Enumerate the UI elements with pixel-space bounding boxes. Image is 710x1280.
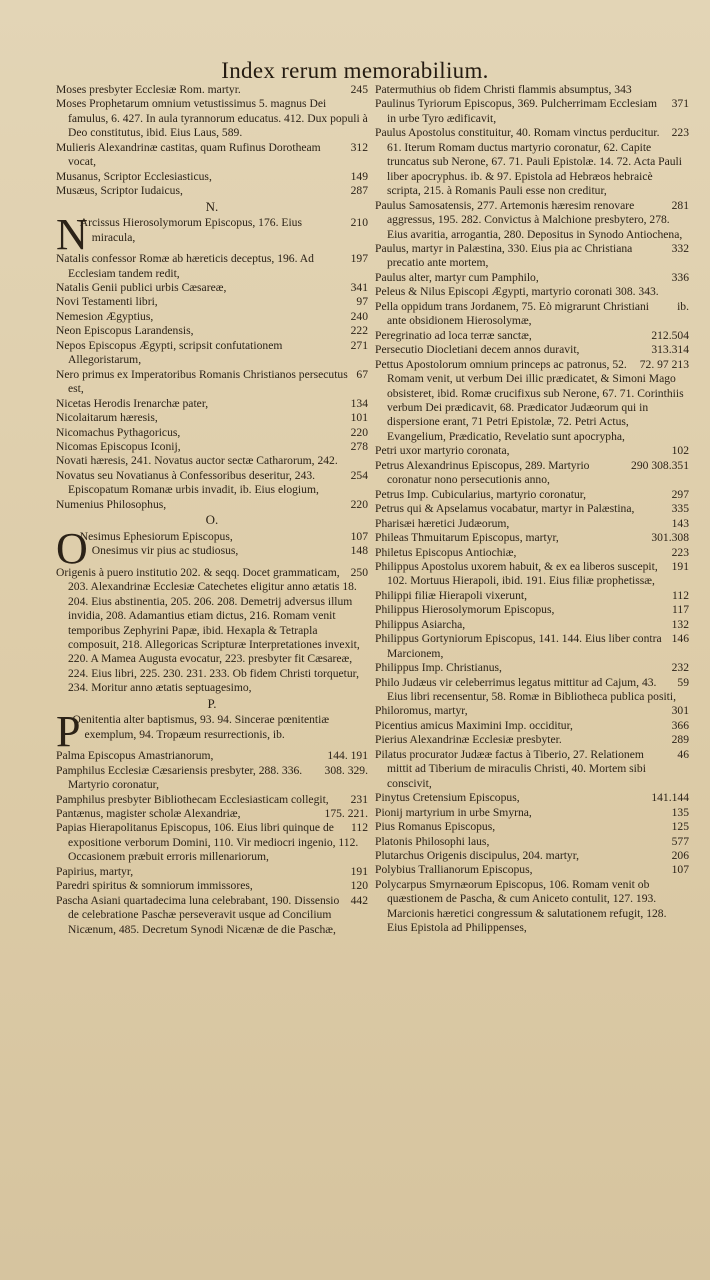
entry-text: Philo Judæus vir celeberrimus legatus mittitur ad Cajum, 43. Eius libri recensentur, 58. Romæ in Bibliotheca publica positi, bbox=[375, 675, 677, 704]
block-p bbox=[56, 749, 368, 937]
index-entry bbox=[375, 704, 689, 718]
entry-text: Philetus Episcopus Antiochiæ, bbox=[375, 545, 517, 559]
entry-text: Moses presbyter Ecclesiæ Rom. martyr. bbox=[56, 83, 241, 96]
entry-page: 223 bbox=[671, 545, 689, 559]
entry-page: 250 bbox=[350, 565, 368, 579]
entry-text: Philippus Imp. Christianus, bbox=[375, 661, 502, 675]
entry-text: Pamphilus presbyter Bibliothecam Ecclesiasticam collegit, bbox=[56, 792, 329, 806]
entry-page: 231 bbox=[350, 792, 368, 806]
entry-page: 278 bbox=[350, 439, 368, 453]
index-entry bbox=[375, 459, 689, 488]
entry-text: Numenius Philosophus, bbox=[56, 497, 167, 511]
entry-text: Paulus Apostolus constituitur, 40. Romam vinctus perducitur. 61. Iterum Romam ductus martyrio coronatur, 62. Capite truncatus sub Nerone, 67. 71. Pauli Epistolæ. 14. 72. Acta Pauli liber apocryphus. ib. & 97. Epistola ad Hebræos hebraicè scripta, 215. à Romanis Pauli esse non creditur, bbox=[375, 126, 682, 198]
entry-page: 313.314 bbox=[651, 343, 689, 357]
entry-page: 197 bbox=[350, 252, 368, 266]
entry-page: 117 bbox=[672, 603, 689, 617]
index-entry bbox=[56, 141, 368, 170]
entry-page: 341 bbox=[350, 280, 368, 294]
entry-page: 308. 329. bbox=[324, 763, 368, 777]
index-entry bbox=[56, 454, 368, 468]
index-entry bbox=[375, 878, 689, 936]
entry-text: Petri uxor martyrio coronata, bbox=[375, 444, 510, 458]
entry-page: 240 bbox=[350, 309, 368, 323]
entry-page: 143 bbox=[671, 516, 689, 530]
entry-page: 146 bbox=[671, 632, 689, 646]
entry-page: 72. 97 213 bbox=[639, 357, 689, 371]
entry-page: 332 bbox=[671, 241, 689, 255]
entry-text: Polycarpus Smyrnæorum Episcopus, 106. Romam venit ob quæstionem de Pascha, & cum Aniceto contulit, 127. 193. Marcionis hæretici congressum & salutationem refugit, 128. Eius Epistola ad Philippenses, bbox=[375, 877, 667, 935]
index-entry bbox=[56, 83, 368, 97]
entry-text: Oenitentia alter baptismus, 93. 94. Sincerae pœnitentiæ exemplum, 94. Tropæum resurrectionis, ib. bbox=[72, 713, 330, 741]
index-entry bbox=[375, 618, 689, 632]
block-o bbox=[56, 566, 368, 696]
entry-page: 210 bbox=[350, 216, 368, 230]
index-entry bbox=[56, 97, 368, 140]
entry-text: Peregrinatio ad loca terræ sanctæ, bbox=[375, 328, 532, 342]
index-entry bbox=[375, 560, 689, 589]
left-column bbox=[56, 83, 368, 937]
entry-text: Arcissus Hierosolymorum Episcopus, 176. Eius miracula, bbox=[79, 216, 302, 244]
entry-page: 281 bbox=[671, 198, 689, 212]
entry-text: Petrus Imp. Cubicularius, martyrio coronatur, bbox=[375, 487, 587, 501]
index-entry bbox=[375, 97, 689, 126]
entry-page: 135 bbox=[671, 805, 689, 819]
right-column bbox=[375, 83, 689, 936]
entry-page: 191 bbox=[671, 559, 689, 573]
index-entry bbox=[56, 184, 368, 198]
entry-page: 107 bbox=[671, 863, 689, 877]
index-entry bbox=[375, 343, 689, 357]
entry-page: 335 bbox=[671, 502, 689, 516]
entry-page: 442 bbox=[350, 893, 368, 907]
index-entry bbox=[56, 397, 368, 411]
entry-text: Nicomas Episcopus Iconij, bbox=[56, 439, 181, 453]
entry-text: Nero primus ex Imperatoribus Romanis Christianos persecutus est, bbox=[56, 367, 348, 396]
entry-text: Nesimus Ephesiorum Episcopus, bbox=[79, 529, 233, 543]
entry-page: ib. bbox=[677, 299, 689, 313]
entry-text: Moses Prophetarum omnium vetustissimus 5. magnus Dei famulus, 6. 427. In aula tyrannorum educatus. 412. Dux populi à Deo constitutus, ibid. Eius Laus, 589. bbox=[56, 97, 368, 140]
entry-page: 301 bbox=[671, 704, 689, 718]
index-entry bbox=[56, 411, 368, 425]
entry-text: Palma Episcopus Amastrianorum, bbox=[56, 749, 214, 763]
section-letter-p: P. bbox=[207, 695, 217, 711]
entry-text: Petrus Alexandrinus Episcopus, 289. Martyrio coronatur nono persecutionis anno, bbox=[375, 458, 590, 487]
index-entry bbox=[56, 879, 368, 893]
entry-text: Pella oppidum trans Jordanem, 75. Eò migrarunt Christiani ante obsidionem Hierosolymæ, bbox=[375, 299, 650, 328]
entry-text: Pilatus procurator Judææ factus à Tiberio, 27. Relationem mittit ad Tiberium de miraculis Christi, 40. Mortem sibi conscivit, bbox=[375, 747, 646, 790]
entry-text: Pettus Apostolorum omnium princeps ac patronus, 52. Romam venit, ut verbum Dei illic prædicatet, & Simoni Mago obsisteret, ibid. Romæ crucifixus sub Nerone, 67. 71. Corinthiis verbum Dei prædicavit, 68. Prædicator Judæorum qui in dispersione erant, 71 Petri Epistolæ, 72. Petri Actus, Evangelium, Prædicatio, Revelatio sunt apocrypha, bbox=[375, 357, 684, 443]
index-entry bbox=[56, 324, 368, 338]
index-entry bbox=[56, 749, 368, 763]
index-entry bbox=[56, 469, 368, 498]
index-entry bbox=[375, 748, 689, 791]
entry-text: Novati hæresis, 241. Novatus auctor sectæ Catharorum, 242. bbox=[56, 454, 338, 468]
index-entry bbox=[375, 806, 689, 820]
page-title: Index rerum memorabilium. bbox=[221, 58, 489, 83]
index-entry bbox=[56, 281, 368, 295]
index-entry bbox=[56, 295, 368, 309]
index-entry bbox=[375, 719, 689, 733]
block-n bbox=[56, 252, 368, 512]
index-entry bbox=[375, 358, 689, 445]
index-entry bbox=[375, 733, 689, 747]
index-entry bbox=[375, 820, 689, 834]
entry-text: Plutarchus Origenis discipulus, 204. martyr, bbox=[375, 849, 580, 863]
index-entry bbox=[375, 531, 689, 545]
index-entry bbox=[375, 676, 689, 705]
entry-text: Pierius Alexandrinæ Ecclesiæ presbyter. bbox=[375, 733, 562, 747]
entry-text: Origenis à puero institutio 202. & seqq. Docet grammaticam, 203. Alexandrinæ Ecclesiæ Catechetes eligitur anno ætatis 18. 204. Eius abstinentia, 205. 206. 208. Demetrij adversus illum invidia, 208. Adamantius etiam dictus, 216. Romam venit temporibus Zephyrini Papæ, ibid. Hexapla & Tetrapla composuit, 218. Allegoricas Scripturæ Interpretationes invexit, 220. A Mamea Augusta evocatur, 223. presbyter fit Cæsareæ, 224. Eius libri, 225. 230. 231. 233. Ob fidem Christi torquetur, 234. Moritur anno ætatis septuagesimo, bbox=[56, 565, 360, 695]
entry-page: 245 bbox=[350, 83, 368, 96]
entry-text: Polybius Trallianorum Episcopus, bbox=[375, 863, 533, 877]
index-entry bbox=[375, 300, 689, 329]
index-entry bbox=[375, 83, 689, 97]
index-entry bbox=[375, 329, 689, 343]
entry-page: 289 bbox=[671, 733, 689, 747]
entry-text: Musanus, Scriptor Ecclesiasticus, bbox=[56, 169, 212, 183]
entry-page: 222 bbox=[350, 324, 368, 338]
entry-text: Pamphilus Ecclesiæ Cæsariensis presbyter, 288. 336. Martyrio coronatur, bbox=[56, 763, 303, 792]
index-entry bbox=[375, 603, 689, 617]
entry-text: Onesimus vir pius ac studiosus, bbox=[91, 544, 239, 558]
index-entry bbox=[375, 589, 689, 603]
index-entry bbox=[375, 444, 689, 458]
index-entry bbox=[375, 546, 689, 560]
entry-text: Papirius, martyr, bbox=[56, 864, 134, 878]
entry-text: Paulus, martyr in Palæstina, 330. Eius pia ac Christiana precatio ante mortem, bbox=[375, 241, 633, 270]
index-entry bbox=[375, 863, 689, 877]
entry-text: Petrus qui & Apselamus vocabatur, martyr in Palæstina, bbox=[375, 502, 635, 516]
index-entry bbox=[56, 498, 368, 512]
entry-page: 125 bbox=[671, 820, 689, 834]
section-letter-o: O. bbox=[205, 512, 219, 528]
entry-text: Pascha Asiani quartadecima luna celebrabant, 190. Dissensio de celebratione Paschæ perseveravit usque ad Concilium Nicænum, 485. Decretum Synodi Nicænæ de die Paschæ, bbox=[56, 893, 340, 936]
entry-page: 149 bbox=[350, 169, 368, 183]
entry-text: Nicetas Herodis Irenarchæ pater, bbox=[56, 396, 209, 410]
entry-text: Philippus Hierosolymorum Episcopus, bbox=[375, 603, 555, 617]
section-letter-n: N. bbox=[205, 198, 219, 214]
entry-text: Papias Hierapolitanus Episcopus, 106. Eius libri quinque de expositione verborum Domini, 110. Vir mediocri ingenio, 112. Occasionem præbuit erroris millenariorum, bbox=[56, 821, 359, 864]
entry-page: 232 bbox=[671, 661, 689, 675]
entry-text: Philippi filiæ Hierapoli vixerunt, bbox=[375, 588, 527, 602]
entry-page: 175. 221. bbox=[324, 807, 368, 821]
index-entry bbox=[375, 126, 689, 198]
block-m bbox=[56, 83, 368, 199]
index-entry bbox=[375, 791, 689, 805]
entry-text: Natalis confessor Romæ ab hæreticis deceptus, 196. Ad Ecclesiam tandem redit, bbox=[56, 252, 314, 280]
entry-page: 577 bbox=[671, 834, 689, 848]
index-entry bbox=[375, 661, 689, 675]
index-entry bbox=[56, 440, 368, 454]
entry-text: Peleus & Nilus Episcopi Ægypti, martyrio coronati 308. 343. bbox=[375, 285, 659, 299]
index-entry bbox=[375, 242, 689, 271]
entry-text: Persecutio Diocletiani decem annos duravit, bbox=[375, 343, 580, 357]
entry-text: Paulus alter, martyr cum Pamphilo, bbox=[375, 270, 539, 284]
entry-text: Paulus Samosatensis, 277. Artemonis hæresim renovare aggressus, 195. 282. Convictus à Malchione presbytero, 278. Eius avaritia, arrogantia, 280. Depositus in Synodo Antiochena, bbox=[375, 198, 683, 241]
entry-page: 97 bbox=[356, 295, 368, 309]
entry-page: 297 bbox=[671, 487, 689, 501]
index-entry bbox=[56, 368, 368, 397]
entry-text: Platonis Philosophi laus, bbox=[375, 834, 490, 848]
entry-page: 101 bbox=[350, 411, 368, 425]
entry-page: 312 bbox=[350, 140, 368, 154]
drop-cap-p: P bbox=[56, 707, 81, 757]
entry-page: 223 bbox=[671, 126, 689, 140]
entry-page: 107 bbox=[350, 529, 368, 543]
index-entry bbox=[56, 426, 368, 440]
entry-text: Mulieris Alexandrinæ castitas, quam Rufinus Dorotheam vocat, bbox=[56, 140, 321, 169]
entry-page: 301.308 bbox=[651, 531, 689, 545]
entry-text: Musæus, Scriptor Iudaicus, bbox=[56, 184, 183, 198]
entry-page: 102 bbox=[671, 444, 689, 458]
index-entry bbox=[375, 271, 689, 285]
entry-text: Nepos Episcopus Ægypti, scripsit confutationem Allegoristarum, bbox=[56, 338, 283, 367]
entry-text: Philippus Apostolus uxorem habuit, & ex ea liberos suscepit, 102. Mortuus Hierapoli, ibid. 191. Eius filiæ prophetissæ, bbox=[375, 559, 658, 588]
index-entry bbox=[375, 285, 689, 299]
index-entry bbox=[375, 488, 689, 502]
entry-text: Natalis Genii publici urbis Cæsareæ, bbox=[56, 280, 227, 294]
entry-text: Pionij martyrium in urbe Smyrna, bbox=[375, 805, 532, 819]
entry-page: 46 bbox=[677, 747, 689, 761]
entry-text: Paulinus Tyriorum Episcopus, 369. Pulcherrimam Ecclesiam in urbe Tyro ædificavit, bbox=[375, 97, 658, 125]
entry-page: 212.504 bbox=[651, 328, 689, 342]
index-entry bbox=[375, 849, 689, 863]
entry-page: 141.144 bbox=[651, 791, 689, 805]
index-entry bbox=[56, 170, 368, 184]
index-entry bbox=[56, 566, 368, 696]
index-entry bbox=[375, 502, 689, 516]
entry-page: 112 bbox=[672, 588, 689, 602]
entry-text: Neon Episcopus Larandensis, bbox=[56, 324, 194, 338]
index-entry bbox=[375, 517, 689, 531]
index-entry bbox=[56, 894, 368, 937]
entry-page: 112 bbox=[351, 821, 368, 835]
entry-text: Pinytus Cretensium Episcopus, bbox=[375, 791, 520, 805]
entry-page: 120 bbox=[350, 879, 368, 893]
entry-text: Picentius amicus Maximini Imp. occiditur, bbox=[375, 718, 573, 732]
drop-cap-n: N bbox=[56, 210, 88, 260]
entry-page: 59 bbox=[677, 675, 689, 689]
entry-page: 371 bbox=[671, 97, 689, 111]
entry-text: Pantænus, magister scholæ Alexandriæ, bbox=[56, 807, 241, 821]
entry-text: Nicolaitarum hæresis, bbox=[56, 411, 158, 425]
entry-page: 191 bbox=[350, 864, 368, 878]
index-entry bbox=[56, 807, 368, 821]
entry-page: 144. 191 bbox=[327, 749, 368, 763]
entry-page: 290 308.351 bbox=[631, 458, 689, 472]
entry-text: Pharisæi hæretici Judæorum, bbox=[375, 516, 510, 530]
entry-page: 148 bbox=[350, 544, 368, 558]
index-entry bbox=[56, 252, 368, 281]
entry-text: Nicomachus Pythagoricus, bbox=[56, 425, 181, 439]
entry-text: Novi Testamenti libri, bbox=[56, 295, 158, 309]
index-entry bbox=[56, 764, 368, 793]
entry-page: 271 bbox=[350, 338, 368, 352]
index-entry bbox=[56, 865, 368, 879]
entry-page: 254 bbox=[350, 468, 368, 482]
entry-text: Patermuthius ob fidem Christi flammis absumptus, 343 bbox=[375, 83, 632, 96]
entry-text: Paredri spiritus & somniorum immissores, bbox=[56, 879, 253, 893]
entry-page: 132 bbox=[671, 617, 689, 631]
entry-page: 220 bbox=[350, 497, 368, 511]
entry-text: Novatus seu Novatianus à Confessoribus deseritur, 243. Episcopatum Romanæ urbis invadit, ib. Eius elogium, bbox=[56, 468, 319, 497]
index-entry bbox=[375, 199, 689, 242]
entry-page: 220 bbox=[350, 425, 368, 439]
entry-text: Nemesion Ægyptius, bbox=[56, 309, 154, 323]
index-entry bbox=[375, 632, 689, 661]
entry-page: 134 bbox=[350, 396, 368, 410]
entry-text: Philippus Gortyniorum Episcopus, 141. 144. Eius liber contra Marcionem, bbox=[375, 632, 662, 660]
index-entry bbox=[56, 339, 368, 368]
entry-page: 287 bbox=[350, 184, 368, 198]
index-entry bbox=[56, 793, 368, 807]
entry-page: 366 bbox=[671, 718, 689, 732]
entry-text: Phileas Thmuitarum Episcopus, martyr, bbox=[375, 531, 559, 545]
entry-page: 336 bbox=[671, 270, 689, 284]
drop-cap-o: O bbox=[56, 523, 88, 573]
entry-text: Philippus Asiarcha, bbox=[375, 617, 466, 631]
index-entry bbox=[56, 310, 368, 324]
entry-text: Philoromus, martyr, bbox=[375, 704, 468, 718]
entry-page: 67 bbox=[356, 367, 368, 381]
index-entry bbox=[56, 821, 368, 864]
index-entry bbox=[375, 835, 689, 849]
entry-text: Pius Romanus Episcopus, bbox=[375, 820, 496, 834]
entry-page: 206 bbox=[671, 849, 689, 863]
